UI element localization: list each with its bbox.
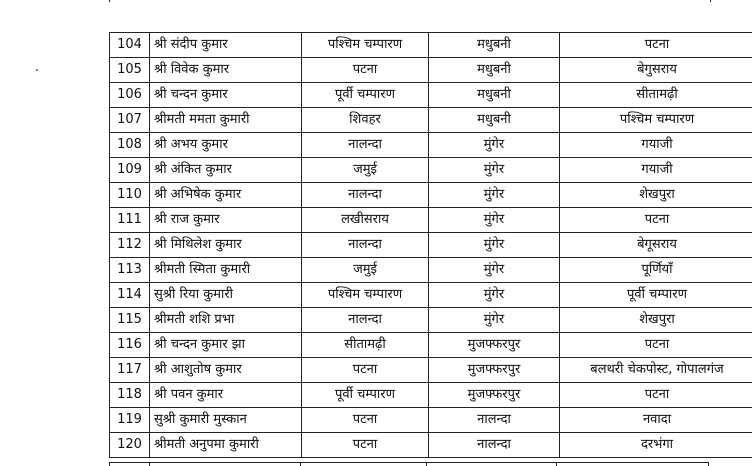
current-posting-cell: मुजफ्फरपुर: [429, 383, 560, 408]
new-posting-cell: शेखपुरा: [560, 183, 752, 208]
current-posting-cell: मुंगेर: [429, 158, 560, 183]
new-posting-cell: गयाजी: [560, 133, 752, 158]
home-district-cell: पूर्वी चम्पारण: [302, 83, 429, 108]
serial-number-cell: 116: [110, 333, 150, 358]
table-row: [110, 433, 752, 458]
name-cell: श्रीमती अनुपमा कुमारी: [150, 433, 302, 458]
name-cell: श्री अभिषेक कुमार: [150, 183, 302, 208]
name-cell: श्री अंकित कुमार: [150, 158, 302, 183]
table-row: [110, 183, 752, 208]
name-cell: सुश्री रिया कुमारी: [150, 283, 302, 308]
transfer-table: [109, 32, 752, 458]
serial-number-cell: 119: [110, 408, 150, 433]
serial-number-cell: 108: [110, 133, 150, 158]
serial-number-cell: 113: [110, 258, 150, 283]
name-cell: श्रीमती स्मिता कुमारी: [150, 258, 302, 283]
table-cut-off-row: [109, 462, 709, 466]
current-posting-cell: मुजफ्फरपुर: [429, 333, 560, 358]
current-posting-cell: मुजफ्फरपुर: [429, 358, 560, 383]
current-posting-cell: मुंगेर: [429, 258, 560, 283]
serial-number-cell: 117: [110, 358, 150, 383]
table-row: [110, 233, 752, 258]
current-posting-cell: मधुबनी: [429, 108, 560, 133]
current-posting-cell: नालन्दा: [429, 433, 560, 458]
new-posting-cell: पटना: [560, 33, 752, 58]
new-posting-cell: पश्चिम चम्पारण: [560, 108, 752, 133]
current-posting-cell: नालन्दा: [429, 408, 560, 433]
table-row: [110, 308, 752, 333]
table-row: [110, 108, 752, 133]
new-posting-cell: पटना: [560, 208, 752, 233]
name-cell: श्री चन्दन कुमार: [150, 83, 302, 108]
serial-number-cell: 106: [110, 83, 150, 108]
serial-number-cell: 120: [110, 433, 150, 458]
new-posting-cell: बलथरी चेकपोस्ट, गोपालगंज: [560, 358, 752, 383]
current-posting-cell: मुंगेर: [429, 283, 560, 308]
home-district-cell: पूर्वी चम्पारण: [302, 383, 429, 408]
name-cell: श्री अभय कुमार: [150, 133, 302, 158]
current-posting-cell: मधुबनी: [429, 58, 560, 83]
name-cell: श्रीमती शशि प्रभा: [150, 308, 302, 333]
home-district-cell: नालन्दा: [302, 133, 429, 158]
new-posting-cell: दरभंगा: [560, 433, 752, 458]
current-posting-cell: मुंगेर: [429, 133, 560, 158]
serial-number-cell: 104: [110, 33, 150, 58]
table-row: [110, 258, 752, 283]
home-district-cell: जमुई: [302, 258, 429, 283]
current-posting-cell: मुंगेर: [429, 308, 560, 333]
table-top-edge: [109, 0, 711, 2]
new-posting-cell: पूर्वी चम्पारण: [560, 283, 752, 308]
new-posting-cell: बेगूसराय: [560, 233, 752, 258]
table-row: [110, 208, 752, 233]
home-district-cell: पश्चिम चम्पारण: [302, 283, 429, 308]
table-row: [110, 358, 752, 383]
home-district-cell: नालन्दा: [302, 233, 429, 258]
serial-number-cell: 111: [110, 208, 150, 233]
home-district-cell: पटना: [302, 58, 429, 83]
table-row: [110, 33, 752, 58]
name-cell: श्री विवेक कुमार: [150, 58, 302, 83]
home-district-cell: पटना: [302, 358, 429, 383]
serial-number-cell: 112: [110, 233, 150, 258]
new-posting-cell: नवादा: [560, 408, 752, 433]
current-posting-cell: मुंगेर: [429, 208, 560, 233]
new-posting-cell: पटना: [560, 333, 752, 358]
name-cell: श्री पवन कुमार: [150, 383, 302, 408]
table-row: [110, 158, 752, 183]
new-posting-cell: शेखपुरा: [560, 308, 752, 333]
serial-number-cell: 109: [110, 158, 150, 183]
table-row: [110, 383, 752, 408]
home-district-cell: जमुई: [302, 158, 429, 183]
home-district-cell: पटना: [302, 408, 429, 433]
name-cell: श्री संदीप कुमार: [150, 33, 302, 58]
new-posting-cell: गयाजी: [560, 158, 752, 183]
table-row: [110, 133, 752, 158]
serial-number-cell: 118: [110, 383, 150, 408]
new-posting-cell: पूर्णियाँ: [560, 258, 752, 283]
home-district-cell: पटना: [302, 433, 429, 458]
current-posting-cell: मुंगेर: [429, 233, 560, 258]
serial-number-cell: 105: [110, 58, 150, 83]
table-row: [110, 283, 752, 308]
name-cell: श्री चन्दन कुमार झा: [150, 333, 302, 358]
name-cell: श्री मिथिलेश कुमार: [150, 233, 302, 258]
home-district-cell: नालन्दा: [302, 308, 429, 333]
current-posting-cell: मधुबनी: [429, 33, 560, 58]
name-cell: सुश्री कुमारी मुस्कान: [150, 408, 302, 433]
transfer-table-body: [110, 33, 752, 458]
name-cell: श्री राज कुमार: [150, 208, 302, 233]
home-district-cell: सीतामढ़ी: [302, 333, 429, 358]
home-district-cell: पश्चिम चम्पारण: [302, 33, 429, 58]
new-posting-cell: सीतामढ़ी: [560, 83, 752, 108]
serial-number-cell: 114: [110, 283, 150, 308]
serial-number-cell: 110: [110, 183, 150, 208]
serial-number-cell: 115: [110, 308, 150, 333]
table-row: [110, 408, 752, 433]
table-row: [110, 83, 752, 108]
current-posting-cell: मधुबनी: [429, 83, 560, 108]
name-cell: श्रीमती ममता कुमारी: [150, 108, 302, 133]
new-posting-cell: बेगुसराय: [560, 58, 752, 83]
home-district-cell: लखीसराय: [302, 208, 429, 233]
serial-number-cell: 107: [110, 108, 150, 133]
home-district-cell: शिवहर: [302, 108, 429, 133]
new-posting-cell: पटना: [560, 383, 752, 408]
scan-speck: [36, 69, 38, 71]
name-cell: श्री आशुतोष कुमार: [150, 358, 302, 383]
table-row: [110, 58, 752, 83]
current-posting-cell: मुंगेर: [429, 183, 560, 208]
home-district-cell: नालन्दा: [302, 183, 429, 208]
table-row: [110, 333, 752, 358]
